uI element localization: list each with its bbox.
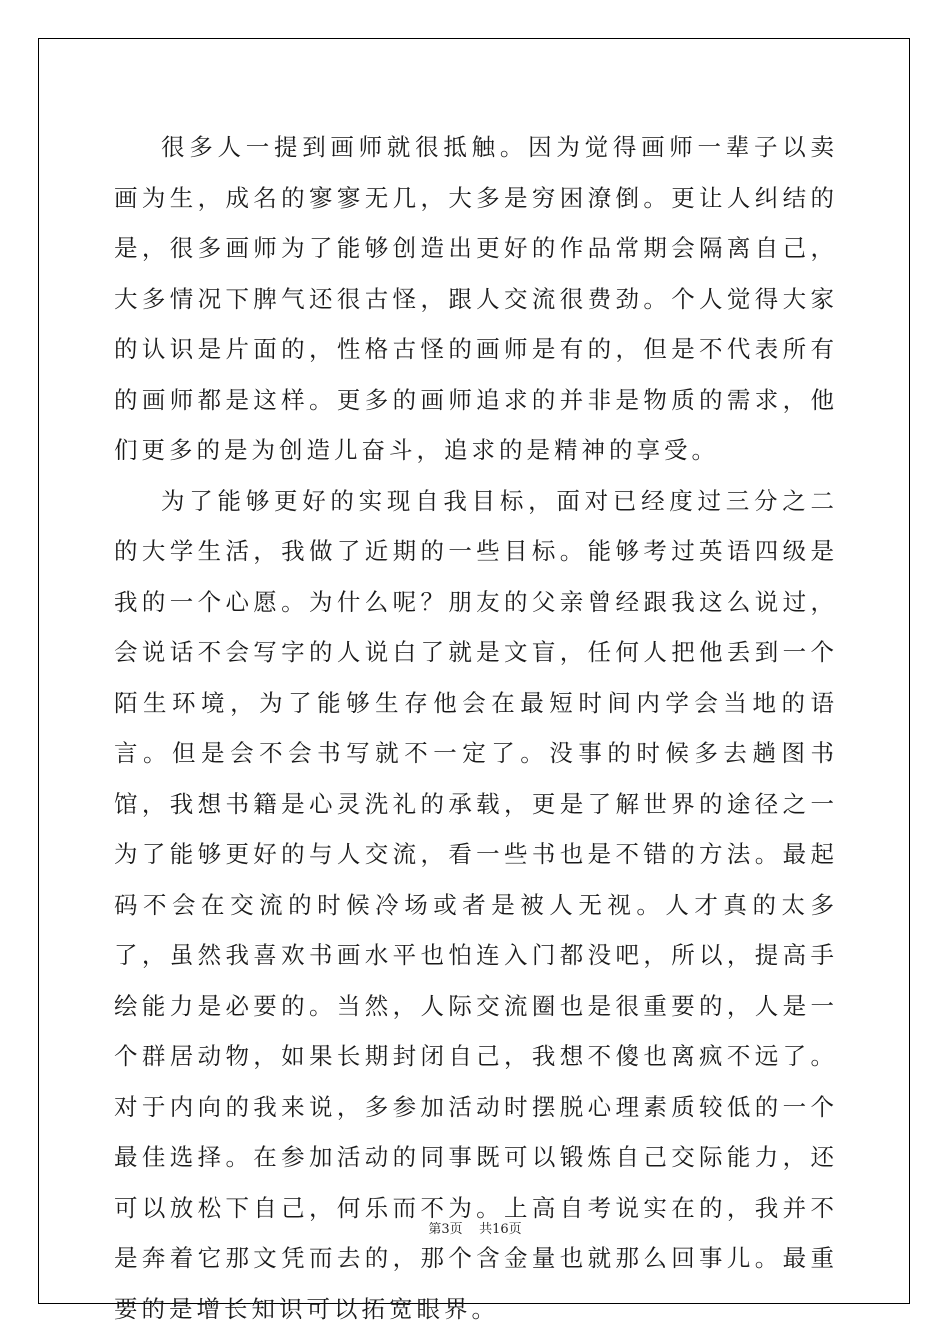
paragraph: 为了能够更好的实现自我目标，面对已经度过三分之二的大学生活，我做了近期的一些目标。能够考过英语四级是我的一个心愿。为什么呢？朋友的父亲曾经跟我这么说过，会说话不会写字的人说白了就是文盲，任何人把他丢到一个陌生环境，为了能够生存他会在最短时间内学会当地的语言。但是会不会书写就不一定了。没事的时候多去趟图书馆，我想书籍是心灵洗礼的承载，更是了解世界的途径之一为了能够更好的与人交流，看一些书也是不错的方法。最起码不会在交流的时候冷场或者是被人无视。人才真的太多了，虽然我喜欢书画水平也怕连入门都没吧，所以，提高手绘能力是必要的。当然，人际交流圈也是很重要的，人是一个群居动物，如果长期封闭自己，我想不傻也离疯不远了。对于内向的我来说，多参加活动时摆脱心理素质较低的一个最佳选择。在参加活动的同事既可以锻炼自己交际能力，还可以放松下自己，何乐而不为。上高自考说实在的，我并不是奔着它那文凭而去的，那个含金量也就那么回事儿。最重要的是增长知识可以拓宽眼界。: [114, 486, 838, 1323]
page-number-total: 共16页: [479, 1222, 522, 1237]
page-number-current: 第3页: [428, 1222, 463, 1237]
page-footer: [0, 1218, 950, 1237]
document-body: [114, 122, 838, 1334]
paragraph: 很多人一提到画师就很抵触。因为觉得画师一辈子以卖画为生，成名的寥寥无几，大多是穷困潦倒。更让人纠结的是，很多画师为了能够创造出更好的作品常期会隔离自己，大多情况下脾气还很古怪，跟人交流很费劲。个人觉得大家的认识是片面的，性格古怪的画师是有的，但是不代表所有的画师都是这样。更多的画师追求的并非是物质的需求，他们更多的是为创造儿奋斗，追求的是精神的享受。: [114, 133, 838, 464]
